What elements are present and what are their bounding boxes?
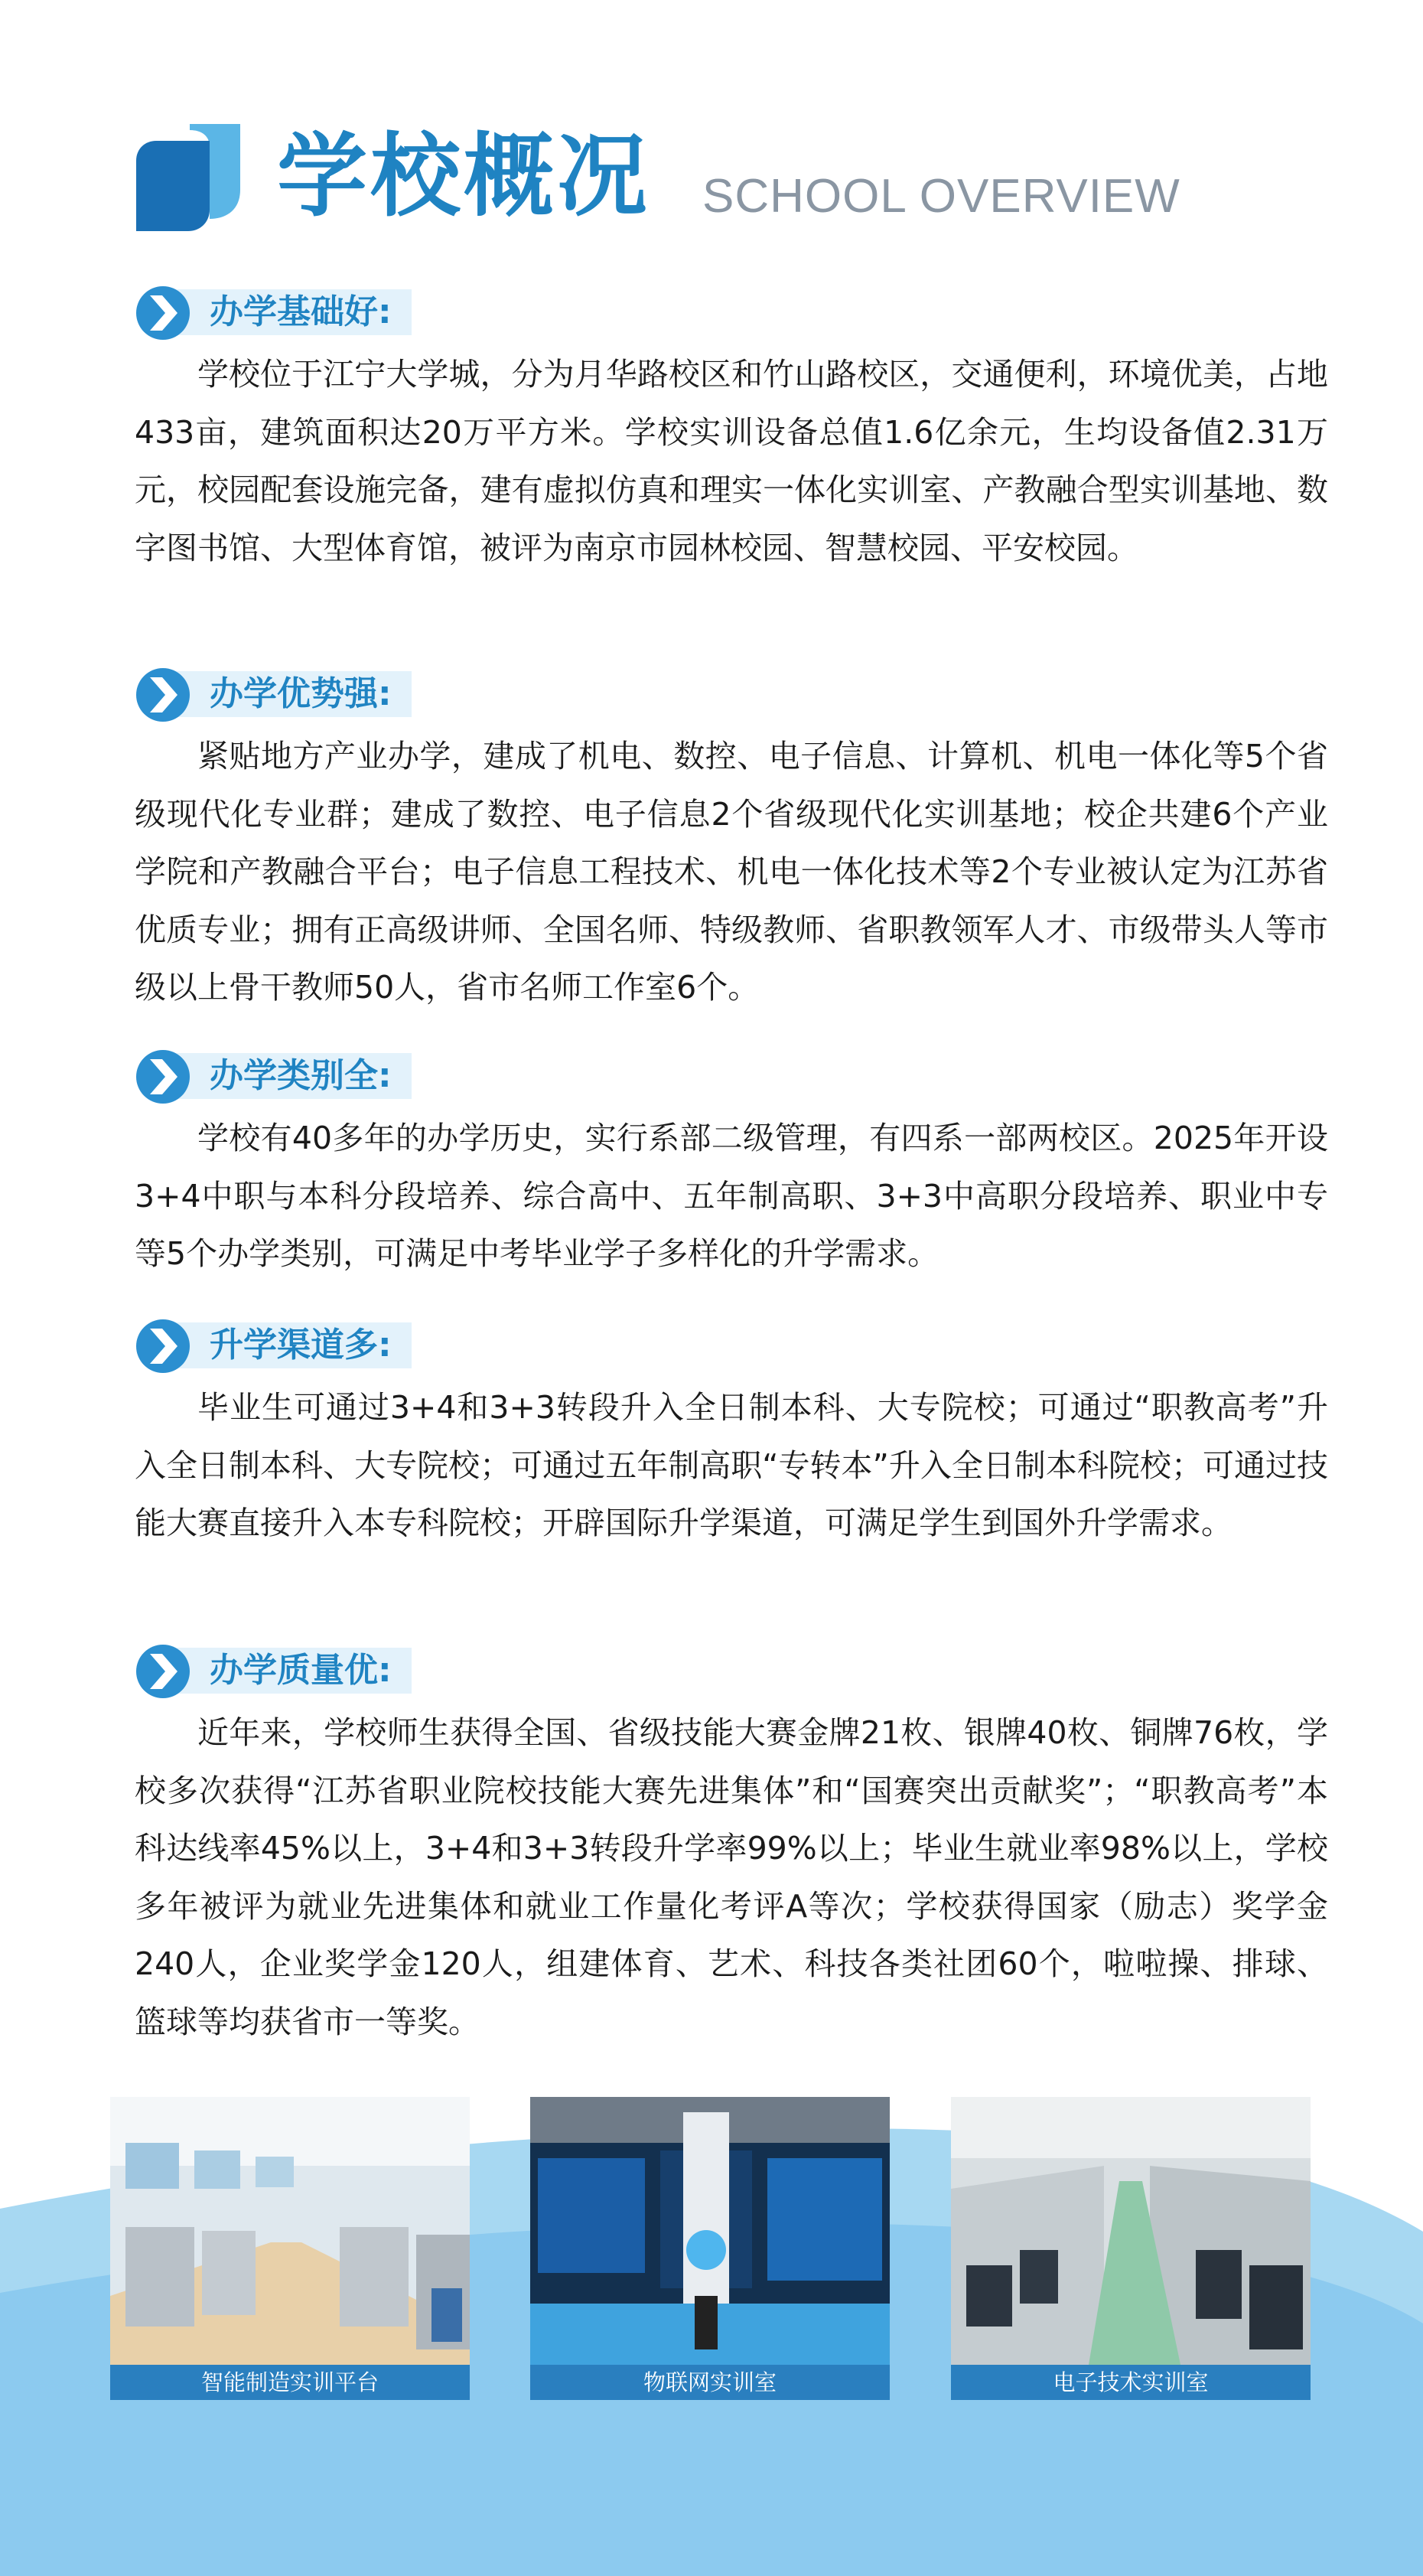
chevron-right-icon bbox=[135, 1048, 191, 1105]
section-heading-label: 升学渠道多: bbox=[165, 1322, 412, 1368]
photo-electronics-lab bbox=[951, 2097, 1311, 2365]
section-advantage bbox=[135, 667, 1328, 1017]
section-body: 学校有40多年的办学历史，实行系部二级管理，有四系一部两校区。2025年开设3+4中职与本科分段培养、综合高中、五年制高职、3+3中高职分段培养、职业中专等5个办学类别，可满足中考毕业学子多样化的升学需求。 bbox=[135, 1120, 1328, 1272]
section-heading-label: 办学类别全: bbox=[165, 1053, 412, 1099]
page-subtitle: SCHOOL OVERVIEW bbox=[702, 170, 1180, 223]
section-categories bbox=[135, 1048, 1328, 1283]
section-heading bbox=[135, 285, 1328, 341]
section-body: 学校位于江宁大学城，分为月华路校区和竹山路校区，交通便利，环境优美，占地433亩，建筑面积达20万平方米。学校实训设备总值1.6亿余元，生均设备值2.31万元，校园配套设施完备，建有虚拟仿真和理实一体化实训室、产教融合型实训基地、数字图书馆、大型体育馆，被评为南京市园林校园、智慧校园、平安校园。 bbox=[135, 356, 1328, 566]
section-body: 近年来，学校师生获得全国、省级技能大赛金牌21枚、银牌40枚、铜牌76枚，学校多次获得“江苏省职业院校技能大赛先进集体”和“国赛突出贡献奖”；“职教高考”本科达线率45%以上，3+4和3+3转段升学率99%以上；毕业生就业率98%以上，学校多年被评为就业先进集体和就业工作量化考评A等次；学校获得国家（励志）奖学金240人，企业奖学金120人，组建体育、艺术、科技各类社团60个，啦啦操、排球、篮球等均获省市一等奖。 bbox=[135, 1714, 1328, 2040]
section-heading bbox=[135, 1048, 1328, 1105]
section-heading bbox=[135, 1643, 1328, 1700]
section-body: 紧贴地方产业办学，建成了机电、数控、电子信息、计算机、机电一体化等5个省级现代化专业群；建成了数控、电子信息2个省级现代化实训基地；校企共建6个产业学院和产教融合平台；电子信息工程技术、机电一体化技术等2个专业被认定为江苏省优质专业；拥有正高级讲师、全国名师、特级教师、省职教领军人才、市级带头人等市级以上骨干教师50人，省市名师工作室6个。 bbox=[135, 738, 1328, 1006]
photo-caption: 智能制造实训平台 bbox=[110, 2365, 470, 2400]
photo-iot-lab bbox=[530, 2097, 890, 2365]
photo-caption: 电子技术实训室 bbox=[951, 2365, 1311, 2400]
page-title: 学校概况 bbox=[277, 123, 651, 229]
section-heading-label: 办学质量优: bbox=[165, 1648, 412, 1694]
photo-manufacturing-lab bbox=[110, 2097, 470, 2365]
photo-card bbox=[110, 2097, 470, 2400]
section-heading-label: 办学基础好: bbox=[165, 289, 412, 335]
section-pathways bbox=[135, 1318, 1328, 1553]
chevron-right-icon bbox=[135, 1318, 191, 1374]
section-body: 毕业生可通过3+4和3+3转段升入全日制本科、大专院校；可通过“职教高考”升入全日制本科、大专院校；可通过五年制高职“专转本”升入全日制本科院校；可通过技能大赛直接升入本专科院校；开辟国际升学渠道，可满足学生到国外升学需求。 bbox=[135, 1389, 1328, 1541]
chevron-right-icon bbox=[135, 667, 191, 723]
chevron-right-icon bbox=[135, 1643, 191, 1700]
chevron-right-icon bbox=[135, 285, 191, 341]
section-heading bbox=[135, 1318, 1328, 1374]
photo-caption: 物联网实训室 bbox=[530, 2365, 890, 2400]
section-heading-label: 办学优势强: bbox=[165, 671, 412, 717]
school-logo-icon bbox=[136, 124, 240, 231]
photo-card bbox=[530, 2097, 890, 2400]
section-heading bbox=[135, 667, 1328, 723]
photo-card bbox=[951, 2097, 1311, 2400]
section-foundation bbox=[135, 285, 1328, 577]
section-quality bbox=[135, 1643, 1328, 2051]
